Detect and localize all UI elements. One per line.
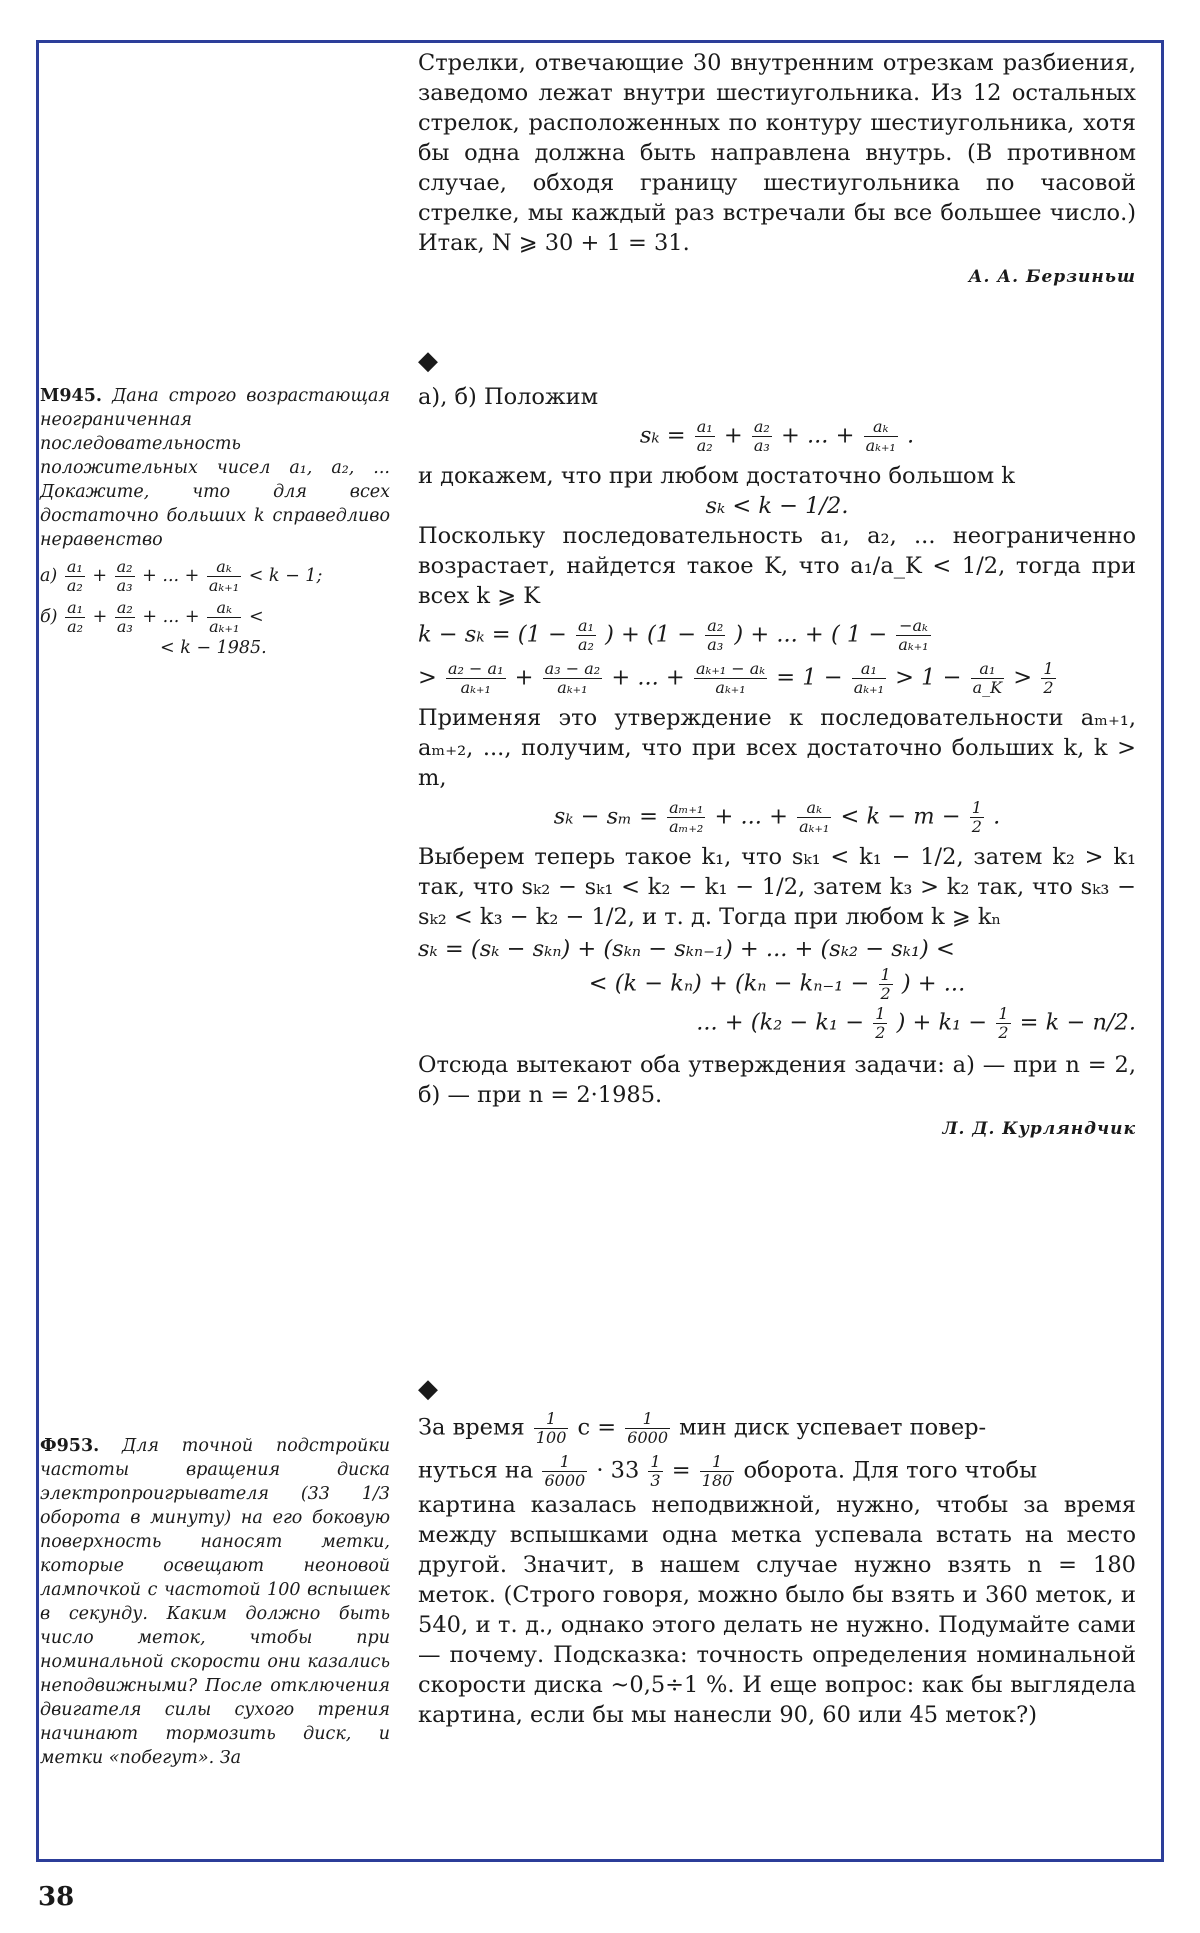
- diamond-icon: ◆: [418, 1374, 438, 1404]
- frac: $\frac{\text{a₃ − a₂}}{\text{aₖ₊₁}}$: [544, 659, 601, 697]
- m945-problem: [40, 384, 390, 660]
- op: За время: [418, 1414, 525, 1441]
- op: + ... +: [611, 664, 685, 691]
- frac: $\frac{\text{a₁}}{\text{a₂}}$: [66, 557, 83, 595]
- op: sₖ − sₘ =: [553, 803, 658, 830]
- frac: $\frac{1}{100}$: [535, 1409, 567, 1447]
- frac: $\frac{1}{2}$: [880, 965, 891, 1003]
- intro-paragraph: Стрелки, отвечающие 30 внутренним отрезкам разбиения, заведомо лежат внутри шестиугольника. Из 12 остальных стрелок, расположенных по контуру шестиугольника, хотя бы одна должна быть направлена внутрь. (В противном случае, обходя границу шестиугольника по часовой стрелке, мы каждый раз встречали бы все большее число.) Итак, N ⩾ 30 + 1 = 31.: [418, 50, 1136, 256]
- frac: $\frac{\text{a₁}}{\text{a₂}}$: [577, 616, 594, 654]
- prove-line: и докажем, что при любом достаточно большом k: [418, 463, 1015, 489]
- chain-line-3: [418, 1005, 1136, 1042]
- frac: $\frac{1}{3}$: [650, 1452, 661, 1490]
- frac: $\frac{\text{aₖ}}{\text{aₖ₊₁}}$: [208, 557, 240, 595]
- op: +: [92, 566, 108, 586]
- op: =: [671, 1457, 691, 1484]
- m945-item-b-label: б): [40, 607, 58, 627]
- intro-signature: А. А. Берзиньш: [968, 267, 1136, 287]
- frac: $\frac{1}{2}$: [875, 1004, 886, 1042]
- op: < (k − kₙ) + (kₙ − kₙ₋₁ −: [588, 970, 870, 997]
- op: + ... +: [142, 566, 200, 586]
- op: >: [418, 664, 437, 691]
- m945-item-b-tail: <: [248, 607, 264, 627]
- m945-item-b: [40, 599, 390, 636]
- solution-945-signature: Л. Д. Курляндчик: [942, 1119, 1136, 1139]
- frac: $\frac{\text{a₂}}{\text{a₃}}$: [753, 417, 770, 455]
- sk-lhs: sₖ =: [639, 422, 686, 449]
- inequality-chain: [418, 660, 1136, 697]
- frac: $\frac{\text{a₂ − a₁}}{\text{aₖ₊₁}}$: [448, 659, 504, 697]
- f953-id: Ф953.: [40, 1436, 100, 1456]
- frac: $\frac{\text{a₂}}{\text{a₃}}$: [116, 557, 133, 595]
- frac: $\frac{1}{2}$: [971, 798, 982, 836]
- m945-text: Дана строго возрастающая неограниченная последовательность положительных чисел a₁, a₂, ... Докажите, что для всех достаточно больших k справедливо неравенство: [40, 386, 390, 550]
- frac: $\frac{\text{a₁}}{a\_K}$: [972, 659, 1003, 697]
- solution-945-p2: Поскольку последовательность a₁, a₂, ... неограниченно возрастает, найдется такое K, что a₁/a_K < 1/2, тогда при всех k ⩾ K: [418, 523, 1136, 609]
- frac: $\frac{\text{aₖ}}{\text{aₖ₊₁}}$: [209, 598, 240, 636]
- m945-id: М945.: [40, 386, 102, 406]
- m945-item-a-label: а): [40, 566, 58, 586]
- frac: $\frac{1}{6000}$: [627, 1409, 669, 1447]
- m945-item-a: [40, 558, 390, 595]
- frac: $\frac{\text{aₖ}}{\text{aₖ₊₁}}$: [865, 417, 896, 455]
- frac: $\frac{\text{aₖ₊₁ − aₖ}}{\text{aₖ₊₁}}$: [695, 659, 766, 697]
- frac: $\frac{1}{6000}$: [544, 1452, 586, 1490]
- frac: $\frac{\text{a₁}}{\text{aₖ₊₁}}$: [853, 659, 884, 697]
- frac: $\frac{\text{aₘ₊₁}}{\text{aₘ₊₂}}$: [669, 798, 704, 836]
- diamond-icon: ◆: [418, 346, 438, 376]
- claim: sₖ < k − 1/2.: [705, 493, 849, 519]
- op: + ... +: [714, 803, 788, 830]
- solution-953-line-1: [418, 1410, 1136, 1447]
- solution-945-p5: Отсюда вытекают оба утверждения задачи: а) — при n = 2, б) — при n = 2·1985.: [418, 1052, 1136, 1108]
- op: +: [92, 607, 108, 627]
- frac: $\frac{\text{−aₖ}}{\text{aₖ₊₁}}$: [898, 616, 929, 654]
- solution-945: [418, 348, 1136, 1144]
- sk-minus-sm-formula: [418, 799, 1136, 836]
- frac: $\frac{1}{2}$: [1043, 659, 1054, 697]
- op: мин диск успевает повер-: [679, 1414, 987, 1441]
- op: · 33: [596, 1457, 640, 1484]
- op: ... + (k₂ − k₁ −: [696, 1009, 865, 1036]
- op: нуться на: [418, 1457, 534, 1484]
- op: оборота. Для того чтобы: [743, 1457, 1037, 1484]
- op: ) + ...: [901, 970, 966, 997]
- op: ) + k₁ −: [896, 1009, 988, 1036]
- op: + ... +: [142, 607, 200, 627]
- op: ) + (1 −: [605, 621, 697, 648]
- f953-text: Для точной подстройки частоты вращения диска электропроигрывателя (33 1/3 оборота в минуту) на его боковую поверхность наносят метки, которые освещают неоновой лампочкой с частотой 100 вспышек в секунду. Каким должно быть число меток, чтобы при номинальной скорости они казались неподвижными? После отключения двигателя силы сухого трения начинают тормозить диск, и метки «побегут». За: [40, 1436, 390, 1768]
- op: +: [723, 422, 743, 449]
- solution-953: [418, 1376, 1136, 1730]
- m945-item-b-line2: < k − 1985.: [160, 638, 267, 658]
- op: + ... +: [780, 422, 855, 449]
- op: .: [993, 803, 1001, 830]
- k-minus-sk-formula: [418, 617, 1136, 654]
- solution-953-line-2: [418, 1453, 1136, 1490]
- page-number: 38: [38, 1882, 75, 1912]
- op: > 1 −: [895, 664, 962, 691]
- m945-item-a-tail: < k − 1;: [248, 566, 323, 586]
- solution-945-intro: а), б) Положим: [418, 384, 599, 410]
- frac: $\frac{\text{a₁}}{\text{a₂}}$: [696, 417, 713, 455]
- solution-945-p4: Выберем теперь такое k₁, что sₖ₁ < k₁ − 1/2, затем k₂ > k₁ так, что sₖ₂ − sₖ₁ < k₂ − k₁ − 1/2, затем k₃ > k₂ так, что sₖ₃ − sₖ₂ < k₃ − k₂ − 1/2, и т. д. Тогда при любом k ⩾ kₙ: [418, 844, 1136, 930]
- chain-line-2: [418, 966, 1136, 1003]
- solution-953-body: картина казалась неподвижной, нужно, чтобы за время между вспышками одна метка успевала встать на место другой. Значит, в нашем случае нужно взять n = 180 меток. (Строго говоря, можно было бы взять и 360 меток, и 540, и т. д., однако этого делать не нужно. Подумайте сами — почему. Подсказка: точность определения номинальной скорости диска ~0,5÷1 %. И еще вопрос: как бы выглядела картина, если бы мы нанесли 90, 60 или 45 меток?): [418, 1492, 1136, 1728]
- op: < k − m −: [840, 803, 961, 830]
- frac: $\frac{1}{2}$: [998, 1004, 1009, 1042]
- op: ) + ... + ( 1 −: [734, 621, 888, 648]
- sk-definition: [418, 418, 1136, 455]
- op: >: [1013, 664, 1033, 691]
- chain-line-1: sₖ = (sₖ − sₖₙ) + (sₖₙ − sₖₙ₋₁) + ... + (sₖ₂ − sₖ₁) <: [418, 936, 955, 962]
- op: +: [514, 664, 534, 691]
- frac: $\frac{\text{a₁}}{\text{a₂}}$: [67, 598, 84, 636]
- f953-problem: [40, 1434, 390, 1770]
- op: .: [907, 422, 915, 449]
- intro-block: [418, 48, 1136, 292]
- op: k − sₖ = (1 −: [418, 621, 567, 648]
- op: с =: [577, 1414, 617, 1441]
- frac: $\frac{\text{a₂}}{\text{a₃}}$: [116, 598, 133, 636]
- solution-945-p3: Применяя это утверждение к последовательности aₘ₊₁, aₘ₊₂, ..., получим, что при всех достаточно больших k, k > m,: [418, 705, 1136, 791]
- frac: $\frac{\text{aₖ}}{\text{aₖ₊₁}}$: [799, 798, 830, 836]
- op: = k − n/2.: [1019, 1009, 1136, 1036]
- frac: $\frac{1}{180}$: [701, 1452, 733, 1490]
- frac: $\frac{\text{a₂}}{\text{a₃}}$: [707, 616, 724, 654]
- op: = 1 −: [776, 664, 843, 691]
